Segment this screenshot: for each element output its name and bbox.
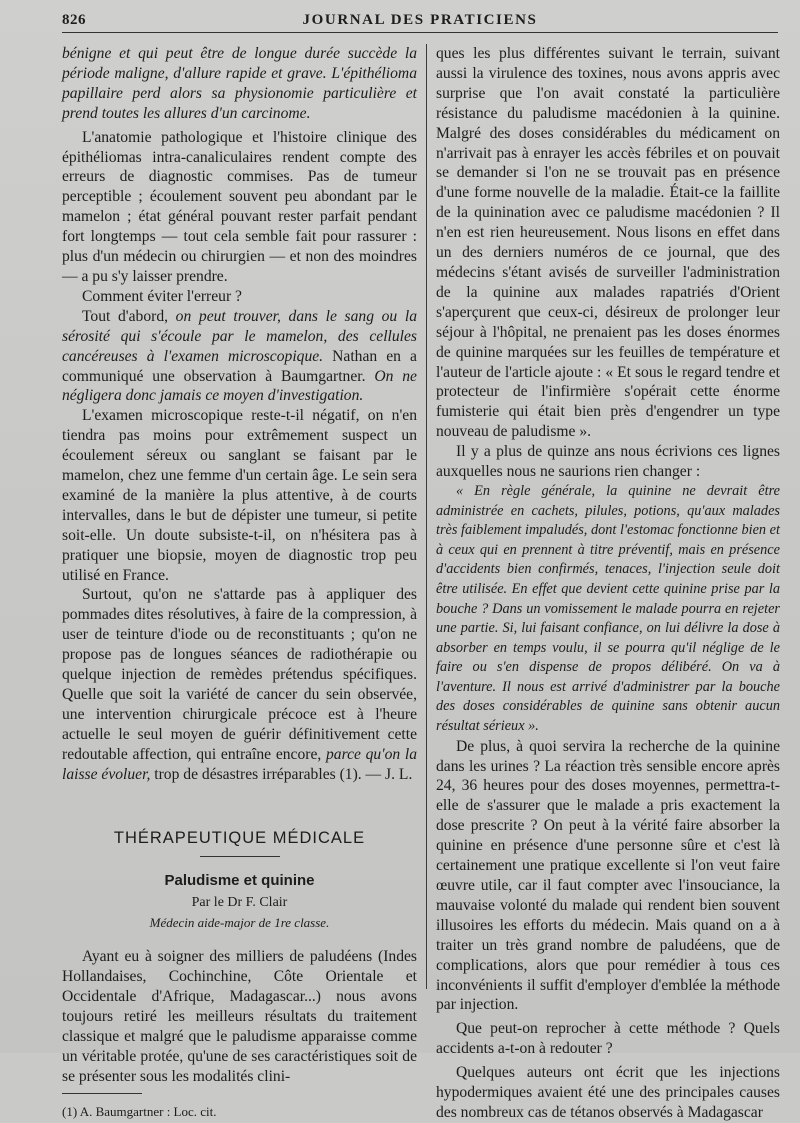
paragraph — [62, 585, 417, 784]
text-run: Tout d'abord, — [82, 307, 169, 325]
section-title: THÉRAPEUTIQUE MÉDICALE — [113, 828, 366, 847]
paragraph: Quelques auteurs ont écrit que les injections hypodermiques avaient été une des principales causes des nombreux cas de tétanos observés à Madagascar — [436, 1064, 780, 1121]
right-column — [436, 44, 780, 1123]
footnote-divider — [62, 1093, 142, 1094]
article-title: Paludisme et quinine — [164, 872, 315, 890]
article-author: Par le Dr F. Clair — [191, 895, 288, 911]
paragraph — [62, 307, 417, 407]
section-divider — [200, 856, 280, 857]
column-divider — [426, 44, 427, 989]
footnote: (1) A. Baumgartner : Loc. cit. — [62, 1103, 217, 1119]
italic-text: « En règle générale, la quinine ne devrait être administrée en cachets, pilules, potions, qu'aux malades très faiblement impaludés, dont l'estomac fonctionne bien et à ceux qui en prennent à titre préventif, mais en présence d'accidents bien confirmés, tenaces, l'injection seule doit être utilisée. En effet que devient cette quinine prise par la bouche ? Dans un vomissement le malade pourra en rejeter une partie. Si, lui faisant confiance, on lui délivre la dose à absorber en temps voulu, il se pourra qu'il néglige de le faire ou s'en dispense de propos délibéré. On va à l'aventure. Il nous est arrivé d'administrer par la bouche des doses considérables de quinine sans obtenir aucun résultat sérieux ». — [436, 482, 780, 735]
paragraph: De plus, à quoi servira la recherche de la quinine dans les urines ? La réaction très sensible encore après 24, 36 heures pour des doses moyennes, permettra-t-elle de s'assurer que le malade a pris exactement la dose prescrite ? On peut à la vérité faire absorber la quinine en présence d'une personne sûre et c'est là certainement une pratique excellente si l'on veut faire œuvre utile, car il faut compter avec l'insouciance, la mauvaise volonté du malade qui rendent bien souvent illusoires les efforts du médecin. Mais quand on a à traiter un très grand nombre de paludéens, que de complications, alors que pour remédier à tous ces inconvénients il suffit d'employer d'emblée la méthode par injection. — [436, 737, 780, 1014]
author-role: Médecin aide-major de 1re classe. — [149, 915, 330, 931]
paragraph: Que peut-on reprocher à cette méthode ? Quels accidents a-t-on à redouter ? — [436, 1020, 780, 1058]
page-number: 826 — [62, 12, 86, 28]
journal-title: JOURNAL DES PRATICIENS — [302, 12, 538, 28]
italic-text: bénigne et qui peut être de longue durée succède la période maligne, d'allure rapide et grave. L'épithélioma papillaire perd alors sa physionomie particulière et prend toutes les allures d'un carcinome. — [62, 45, 417, 122]
paragraph: L'anatomie pathologique et l'histoire clinique des épithéliomas intra-canaliculaires rendent compte des erreurs de diagnostic commises. Pas de tumeur perceptible ; écoulement souvent peu abondant par le mamelon ; état général pouvant rester parfait pendant fort longtemps — tout cela semble fait pour rassurer : plus d'un médecin ou chirurgien — et non des moindres — a pu s'y laisser prendre. — [62, 128, 417, 285]
italic-text: On ne négligera donc jamais ce moyen d'investigation. — [62, 367, 417, 405]
left-column — [62, 44, 417, 1121]
paragraph: ques les plus différentes suivant le terrain, suivant aussi la virulence des toxines, nous avons appris avec surprise que l'on avait constaté la particulière résistance du paludisme macédonien à la quinine. Malgré des doses considérables du médicament on n'arrivait pas à enrayer les accès fébriles et on pouvait se demander si l'on ne se trouvait pas en présence d'une forme nouvelle de la maladie. Était-ce la faillite de la quinination avec ce paludisme macédonien ? Il n'en est rien heureusement. Nous lisons en effet dans un des derniers numéros de ce journal, que des médecins s'étant avisés de surveiller l'administration de la quinine aux malades rapatriés d'Orient s'aperçurent que ceux-ci, désireux de prolonger leur séjour à l'hôpital, ne prenaient pas les doses énormes de quinine marquées sur les feuilles de température et l'auteur de l'article ajoute : « Et sous le regard tendre et protecteur de l'infirmière s'opérait cette énorme fumisterie qui était bien près d'engendrer un type nouveau de paludisme ». — [436, 45, 780, 441]
quotation — [436, 482, 780, 737]
paragraph: Ayant eu à soigner des milliers de paludéens (Indes Hollandaises, Cochinchine, Côte Orientale et Occidentale d'Afrique, Madagascar...) nous avons toujours retiré les meilleurs résultats du traitement classique et malgré que le paludisme apparaisse comme un véritable protée, qu'une de ses caractéristiques soit de se présenter sous les modalités clini- — [62, 948, 417, 1085]
paragraph: L'examen microscopique reste-t-il négatif, on n'en tiendra pas moins pour extrêmement suspect un écoulement séreux ou sanglant se faisant par le mamelon, chez une femme d'un certain âge. Le sein sera examiné de la manière la plus attentive, à de courts intervalles, dans le but de dépister une tumeur, si petite soit-elle. Un doute subsiste-t-il, on n'hésitera pas à pratiquer une biopsie, moyen de diagnostic trop peu utilisé en France. — [62, 407, 417, 584]
text-run: trop de désastres irréparables (1). — J. L. — [154, 765, 413, 783]
paragraph: Comment éviter l'erreur ? — [82, 287, 242, 305]
text-run: Surtout, qu'on ne s'attarde pas à appliquer des pommades dites résolutives, à faire de la compression, à user de teinture d'iode ou de reconstituants ; qu'on ne propose pas de longues séances de radiothérapie ou quelque injection de remèdes prétendus spécifiques. Quelle que soit la variété de cancer du sein observée, une intervention chirurgicale précoce est à l'heure actuelle le seul moyen de guérir définitivement cette redoutable affection, qui entraîne encore, — [62, 586, 417, 763]
italic-text: on peut trouver, dans le sang ou la sérosité qui s'écoule par le mamelon, des cellules cancéreuses à l'examen microscopique. — [62, 307, 417, 365]
paragraph — [62, 44, 417, 124]
text-run: Nathan en a communiqué une observation à Baumgartner. — [62, 347, 417, 385]
paragraph: Il y a plus de quinze ans nous écrivions ces lignes auxquelles nous ne saurions rien changer : — [436, 443, 780, 481]
italic-text: parce qu'on la laisse évoluer, — [62, 745, 417, 783]
page-header — [62, 10, 778, 33]
